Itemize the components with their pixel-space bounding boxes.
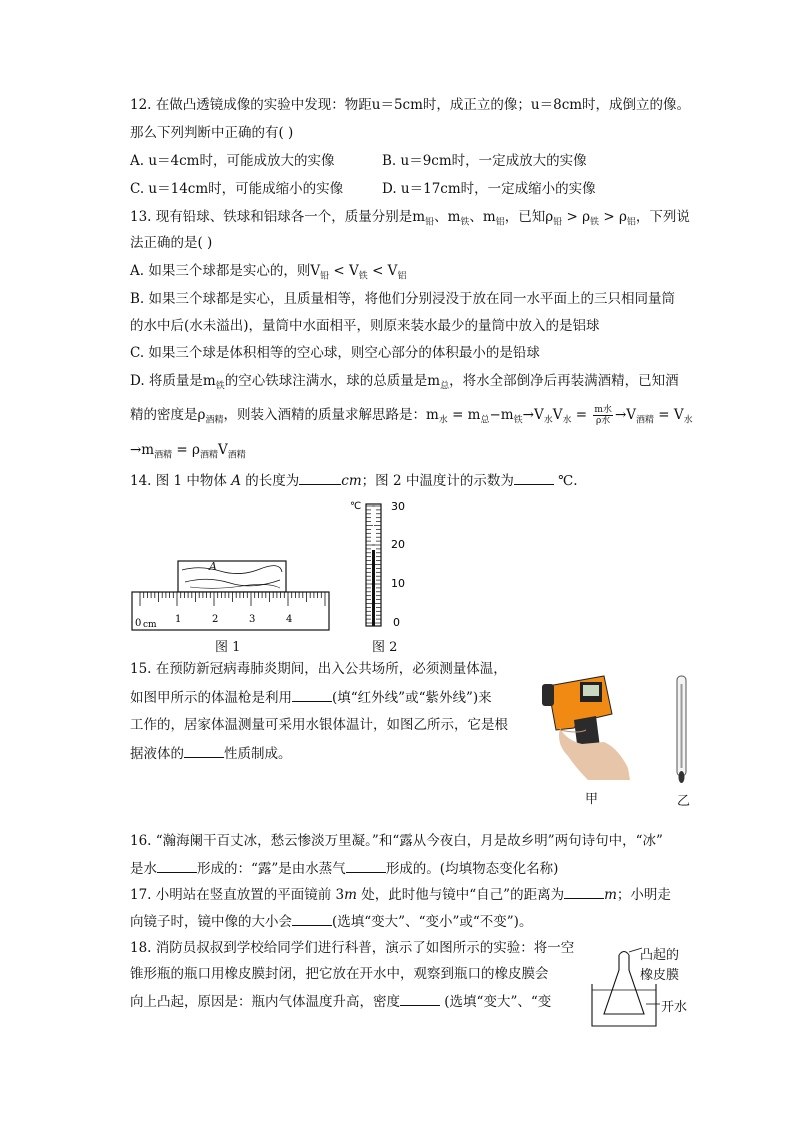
q18-line3 (130, 991, 551, 1012)
infrared-thermometer-image (538, 668, 633, 780)
subscript: 水 (438, 415, 448, 426)
text: 据液体的 (130, 746, 184, 762)
q15-line4 (130, 743, 292, 764)
text: 是水 (130, 861, 157, 877)
subscript: 酒精 (154, 450, 173, 461)
variable-a: A (231, 473, 241, 489)
answer-blank (292, 687, 332, 702)
water-label: 开水 (661, 1000, 688, 1015)
unit: cm (341, 473, 362, 489)
text: ℃. (553, 473, 578, 489)
text: 14. 图 1 中物体 (130, 473, 232, 489)
ruler-unit-label: cm (143, 620, 157, 630)
q12-option-b: B. u＝9cm时，一定成放大的实像 (382, 153, 587, 169)
subscript: 铅 (425, 217, 435, 228)
text: (选填“变大”、“变小”或“不变”)。 (332, 914, 533, 930)
subscript: 铅 (320, 271, 330, 282)
text: = V (654, 407, 684, 423)
q13-stem-line2: 法正确的是( ) (130, 235, 213, 251)
ruler-label: 0 (135, 618, 142, 629)
ruler-label: 4 (286, 614, 293, 625)
text: = ρ (172, 442, 200, 458)
subscript: 铁 (590, 217, 600, 228)
q13-stem-line1 (130, 207, 690, 233)
q13-option-a (130, 261, 406, 287)
q13-option-b-line1: B. 如果三个球都是实心，且质量相等，将他们分别浸没于放在同一水平面上的三只相同量筒 (130, 291, 676, 307)
mercury-bulb (679, 771, 685, 783)
q12-stem-line2: 那么下列判断中正确的有( ) (130, 125, 294, 141)
q13-option-d-line3 (130, 440, 246, 466)
gun-sensor (542, 684, 554, 706)
subscript: 铁 (358, 271, 368, 282)
gun-display (583, 685, 599, 696)
text: (选填“变大”、“变 (440, 994, 552, 1010)
q15-line1: 15. 在预防新冠病毒肺炎期间，出入公共场所，必须测量体温， (130, 661, 507, 677)
text: 形成的。(均填物态变化名称) (385, 861, 559, 877)
scale-label: 10 (391, 577, 405, 590)
q12-option-d: D. u＝17cm时，一定成缩小的实像 (382, 181, 596, 197)
answer-blank (564, 884, 604, 899)
text: ，下列说 (635, 209, 690, 225)
scale-label: 30 (391, 500, 405, 513)
q12-option-a: A. u＝4cm时，可能成放大的实像 (130, 153, 335, 169)
text: 精的密度是ρ (130, 407, 206, 423)
answer-blank (400, 991, 440, 1006)
subscript: 铁 (513, 415, 523, 426)
subscript: 铝 (495, 217, 505, 228)
subscript: 铁 (460, 217, 470, 228)
text: →m (130, 442, 155, 458)
text: 向上凸起，原因是：瓶内气体温度升高，密度 (130, 994, 400, 1010)
scale-label: 0 (393, 616, 400, 629)
q18-line1: 18. 消防员叔叔到学校给同学们进行科普，演示了如图所示的实验：将一空 (130, 940, 575, 956)
text: = m (447, 407, 481, 423)
text: 如图甲所示的体温枪是利用 (130, 690, 292, 706)
ruler-label: 2 (212, 614, 219, 625)
ruler-label: 1 (175, 614, 182, 625)
subscript: 铝 (626, 217, 636, 228)
subscript: 总 (480, 415, 490, 426)
q12-option-c: C. u＝14cm时，可能成缩小的实像 (130, 181, 344, 197)
q15-line3: 工作的，居家体温测量可采用水银体温计，如图乙所示，它是根 (130, 717, 508, 733)
mercury-thermometer-image (672, 674, 694, 786)
text: 17. 小明站在竖直放置的平面镜前 3 (130, 887, 345, 903)
text: = (571, 407, 592, 423)
q17-line2 (130, 911, 532, 932)
text: 的空心铁球注满水，球的总质量是m (224, 373, 441, 389)
q16-line2 (130, 858, 558, 879)
text: < V (367, 263, 398, 279)
text: ；图 2 中温度计的示数为 (361, 473, 514, 489)
text: 、m (469, 209, 496, 225)
subscript: 铝 (397, 271, 407, 282)
q15-line2 (130, 687, 492, 708)
text: 13. 现有铅球、铁球和铝球各一个，质量分别是m (130, 209, 426, 225)
text: →V (614, 407, 636, 423)
text: < V (329, 263, 359, 279)
q13-option-b-line2: 的水中后(水未溢出)，量筒中水面相平，则原来装水最少的量筒中放入的是铝球 (130, 318, 600, 334)
q16-line1: 16. “瀚海阑干百丈冰，愁云惨淡万里凝。”和“露从今夜白，月是故乡明”两句诗句中，“冰” (130, 833, 663, 849)
membrane-label-line2: 橡皮膜 (640, 968, 680, 983)
unit: m (344, 887, 357, 903)
fraction (593, 405, 613, 426)
q12-stem-line1: 12. 在做凸透镜成像的实验中发现：物距u＝5cm时，成正立的像；u＝8cm时，成倒立的像。 (130, 97, 691, 113)
unit: m (604, 887, 617, 903)
object-a-letter: A (209, 560, 217, 573)
mercury-column (681, 684, 683, 768)
text: > ρ (562, 209, 591, 225)
scale-label: 20 (391, 538, 405, 551)
text: V (552, 407, 563, 423)
subscript: 酒精 (199, 450, 218, 461)
text: A. 如果三个球都是实心的，则V (130, 263, 321, 279)
unit-label: ℃ (350, 501, 362, 512)
figure-2-thermometer (345, 496, 425, 631)
fraction-denominator: ρ水 (596, 416, 611, 426)
subscript: 铅 (553, 217, 563, 228)
q18-line2: 锥形瓶的瓶口用橡皮膜封闭，把它放在开水中，观察到瓶口的橡皮膜会 (130, 966, 549, 982)
conical-flask (604, 955, 644, 1014)
subscript: 酒精 (205, 415, 224, 426)
liquid-column (372, 550, 375, 626)
label-jia: 甲 (585, 792, 599, 807)
subscript: 酒精 (227, 450, 246, 461)
text: V (218, 442, 228, 458)
subscript: 酒精 (636, 415, 655, 426)
text: →V (522, 407, 544, 423)
text: ；小明走 (616, 887, 671, 903)
q13-option-c: C. 如果三个球是体积相等的空心球，则空心部分的体积最小的是铅球 (130, 345, 540, 361)
subscript: 水 (683, 415, 693, 426)
text: ，则装入酒精的质量求解思路是：m (223, 407, 439, 423)
subscript: 总 (440, 381, 450, 392)
fraction-numerator: m水 (594, 405, 612, 415)
text: D. 将质量是m (130, 373, 216, 389)
text: −m (489, 407, 514, 423)
answer-blank (299, 470, 341, 485)
answer-blank (292, 911, 332, 926)
rubber-membrane (619, 952, 629, 956)
text: 处，此时他与镜中“自己”的距离为 (356, 887, 565, 903)
text: 向镜子时，镜中像的大小会 (130, 914, 292, 930)
figure-2-caption: 图 2 (372, 640, 398, 655)
subscript: 铁 (215, 381, 225, 392)
text: 的长度为 (240, 473, 300, 489)
q13-option-d-line2 (130, 405, 693, 431)
figure-1-ruler (130, 556, 332, 634)
text: 、m (434, 209, 461, 225)
subscript: 水 (543, 415, 553, 426)
text: 性质制成。 (224, 746, 292, 762)
ruler-label: 3 (249, 614, 256, 625)
answer-blank (346, 858, 386, 873)
q17-line1 (130, 884, 671, 905)
answer-blank (514, 470, 554, 485)
text: > ρ (599, 209, 627, 225)
text: ，将水全部倒净后再装满酒精，已知酒 (449, 373, 679, 389)
text: 形成的：“露”是由水蒸气 (197, 861, 346, 877)
answer-blank (157, 858, 197, 873)
answer-blank (184, 743, 224, 758)
q14-stem (130, 470, 578, 491)
membrane-label-line1: 凸起的 (640, 948, 680, 963)
q13-option-d-line1 (130, 371, 679, 397)
text: ，已知ρ (504, 209, 554, 225)
figure-1-caption: 图 1 (215, 640, 241, 655)
text: (填“红外线”或“紫外线”)来 (332, 690, 492, 706)
subscript: 水 (562, 415, 572, 426)
label-yi: 乙 (677, 794, 691, 809)
